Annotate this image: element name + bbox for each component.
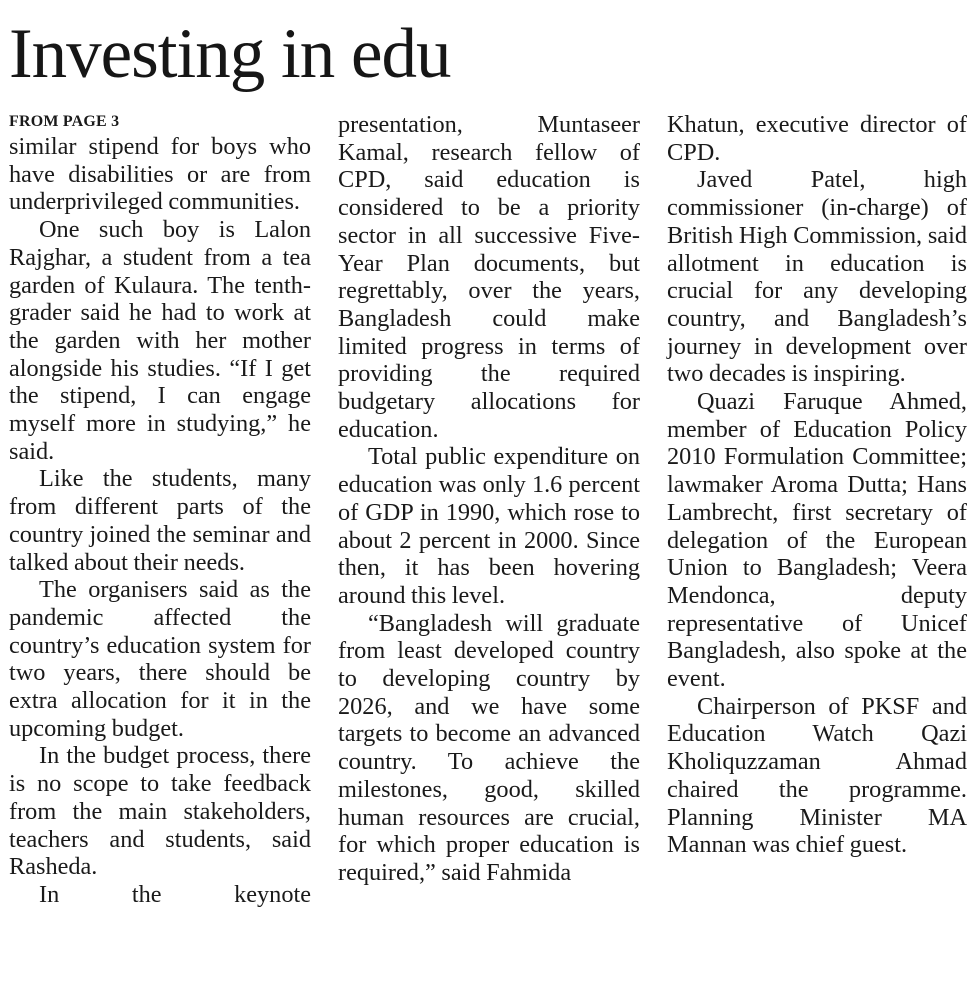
paragraph: Like the students, many from different parts of the country joined the seminar and talked about their needs. [9, 465, 311, 576]
article-column-3 [667, 112, 967, 859]
paragraph: presentation, Muntaseer Kamal, research fellow of CPD, said education is considered to be a priority sector in all successive Five-Year Plan documents, but regrettably, over the years, Bangladesh could make limited progress in terms of providing the required budgetary allocations for education. [338, 111, 640, 443]
paragraph: similar stipend for boys who have disabilities or are from underprivileged communities. [9, 133, 311, 216]
paragraph: The organisers said as the pandemic affected the country’s education system for two years, there should be extra allocation for it in the upcoming budget. [9, 576, 311, 742]
paragraph: In the budget process, there is no scope to take feedback from the main stakeholders, teachers and students, said Rasheda. [9, 742, 311, 881]
paragraph: Khatun, executive director of CPD. [667, 111, 967, 166]
paragraph: Chairperson of PKSF and Education Watch Qazi Kholiquzzaman Ahmad chaired the programme. Planning Minister MA Mannan was chief guest. [667, 692, 967, 859]
paragraph: Javed Patel, high commissioner (in-charge) of British High Commission, said allotment in education is crucial for any developing country, and Bangladesh’s journey in development over two decades is inspiring. [667, 166, 967, 388]
paragraph: Quazi Faruque Ahmed, member of Education Policy 2010 Formulation Committee; lawmaker Aroma Dutta; Hans Lambrecht, first secretary of delegation of the European Union to Bangladesh; Veera Mendonca, deputy representative of Unicef Bangladesh, also spoke at the event. [667, 388, 967, 693]
paragraph: Total public expenditure on education was only 1.6 percent of GDP in 1990, which rose to about 2 percent in 2000. Since then, it has been hovering around this level. [338, 443, 640, 609]
paragraph: In the keynote [39, 880, 311, 908]
continued-from-label: FROM PAGE 3 [9, 113, 120, 130]
headline: Investing in edu [9, 15, 451, 93]
paragraph: One such boy is Lalon Rajghar, a student from a tea garden of Kulaura. The tenth-grader said he had to work at the garden with her mother alongside his studies. “If I get the stipend, I can engage myself more in studying,” he said. [9, 216, 311, 465]
paragraph: “Bangladesh will graduate from least developed country to developing country by 2026, and we have some targets to become an advanced country. To achieve the milestones, good, skilled human resources are crucial, for which proper education is required,” said Fahmida [338, 609, 640, 886]
article-column-1 [9, 112, 311, 909]
article-column-2 [338, 112, 640, 887]
